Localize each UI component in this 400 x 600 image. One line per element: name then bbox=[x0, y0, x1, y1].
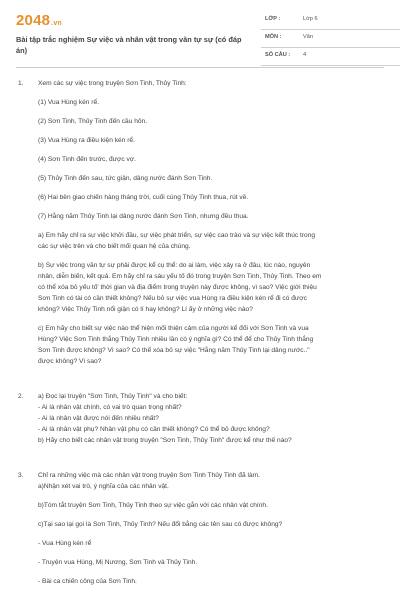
meta-value: Lớp 6 bbox=[303, 16, 318, 22]
site-logo[interactable] bbox=[16, 12, 62, 29]
event-item: (1) Vua Hùng kén rể. bbox=[38, 99, 99, 106]
logo-tld: .vn bbox=[51, 20, 62, 27]
part-line: không? Việc Thủy Tinh nổi giận có lí hay không? Lí ấy ở những việc nào? bbox=[38, 306, 253, 313]
question-list bbox=[16, 78, 384, 587]
event-item: (5) Thủy Tinh đến sau, tức giận, dâng nước đánh Sơn Tinh. bbox=[38, 175, 213, 182]
question-1 bbox=[16, 78, 384, 367]
question-3 bbox=[16, 470, 384, 587]
question-number: 3. bbox=[18, 472, 24, 479]
question-line: a)Nhận xét vai trò, ý nghĩa của các nhân vật. bbox=[38, 483, 169, 490]
meta-row-grade bbox=[261, 12, 400, 30]
part-line: có thể xóa bỏ yếu tố' thời gian và địa điểm trong truyện này được không, vì sao? Việc giới thiệu bbox=[38, 284, 317, 291]
event-item: (3) Vua Hùng ra điều kiện kén rể. bbox=[38, 137, 135, 144]
question-line: - Ai là nhân vật chính, có vai trò quan trọng nhất? bbox=[38, 404, 182, 411]
meta-label: LỚP : bbox=[265, 16, 281, 22]
meta-table bbox=[261, 12, 400, 66]
page-title: Bài tập trắc nghiệm Sự việc và nhân vật trong văn tự sự (có đáp án) bbox=[16, 35, 242, 55]
question-line: Chỉ ra những việc mà các nhân vật trong truyện Sơn Tinh Thủy Tinh đã làm. bbox=[38, 472, 260, 479]
question-line: - Bài ca chiến công của Sơn Tinh. bbox=[38, 578, 137, 585]
header bbox=[16, 12, 384, 72]
meta-label: MÔN : bbox=[265, 34, 282, 40]
question-part-c bbox=[38, 323, 384, 367]
question-part-b bbox=[38, 260, 384, 315]
question-number: 2. bbox=[18, 393, 24, 400]
meta-value: 4 bbox=[303, 52, 307, 58]
question-number: 1. bbox=[18, 80, 24, 87]
question-line: - Ai là nhân vật được nói đến nhiều nhất? bbox=[38, 415, 159, 422]
part-line: c) Em hãy cho biết sự việc nào thể hiện mối thiện cảm của người kể đối với Sơn Tinh và vua bbox=[38, 325, 309, 332]
question-prompt: Xem các sự việc trong truyện Sơn Tinh, Thủy Tinh: bbox=[38, 80, 187, 87]
meta-value: Văn bbox=[303, 34, 313, 40]
question-line: - Truyện vua Hùng, Mị Nương, Sơn Tinh và Thủy Tinh. bbox=[38, 559, 198, 566]
part-line: nhân, diễn biến, kết quả. Em hãy chỉ ra sáu yếu tố đó trong truyện Sơn Tinh, Thủy Tinh. Theo em bbox=[38, 273, 322, 280]
part-line: a) Em hãy chỉ ra sự việc khởi đầu, sự việc phát triển, sự việc cao trào và sự việc kết thúc trong bbox=[38, 232, 316, 239]
question-line: - Vua Hùng kén rể bbox=[38, 540, 92, 547]
part-line: được không? Vì sao? bbox=[38, 358, 102, 365]
question-line: b)Tóm tắt truyện Sơn Tinh, Thủy Tinh theo sự việc gắn với các nhân vật chính. bbox=[38, 502, 268, 509]
event-item: (7) Hằng năm Thủy Tinh lại dâng nước đánh Sơn Tinh, nhưng đều thua. bbox=[38, 213, 249, 220]
part-line: các sự việc trên và cho biết mối quan hệ của chúng. bbox=[38, 243, 191, 250]
event-item: (6) Hai bên giao chiến hàng tháng trời, cuối cùng Thủy Tinh thua, rút về. bbox=[38, 194, 249, 201]
event-item: (4) Sơn Tinh đến trước, được vợ. bbox=[38, 156, 136, 163]
part-line: Sơn Tinh được không? Vì sao? Có thể xóa bỏ sự việc "Hằng năm Thủy Tinh lại dâng nước.." bbox=[38, 347, 310, 354]
question-line: b) Hãy cho biết các nhân vật trong truyện "Sơn Tinh, Thủy Tinh" được kể như thế nào? bbox=[38, 437, 292, 444]
header-divider bbox=[16, 67, 384, 68]
part-line: b) Sự việc trong văn tự sự phải được kể cụ thể: do ai làm, việc xảy ra ở đâu, lúc nào, nguyên bbox=[38, 262, 311, 269]
meta-row-count bbox=[261, 48, 400, 66]
event-item: (2) Sơn Tinh, Thủy Tinh đến cầu hôn. bbox=[38, 118, 148, 125]
part-line: Sơn Tinh có tài có cần thiết không? Nếu bỏ sự việc vua Hùng ra điều kiện kén rể đi có được bbox=[38, 295, 307, 302]
meta-row-subject bbox=[261, 30, 400, 48]
question-part-a bbox=[38, 230, 384, 252]
question-line: - Ai là nhân vật phụ? Nhân vật phụ có cần thiết không? Có thể bỏ được không? bbox=[38, 426, 270, 433]
question-line: a) Đọc lại truyện "Sơn Tinh, Thủy Tinh" và cho biết: bbox=[38, 393, 188, 400]
logo-main: 2048 bbox=[16, 12, 51, 29]
question-2 bbox=[16, 391, 384, 446]
part-line: Hùng? Việc Sơn Tinh thắng Thủy Tinh nhiều lần có ý nghĩa gì? Có thể để cho Thủy Tinh thắng bbox=[38, 336, 314, 343]
meta-label: SỐ CÂU : bbox=[265, 52, 291, 58]
question-line: c)Tại sao lại gọi là Sơn Tinh, Thủy Tinh? Nếu đổi bằng các tên sau có được không? bbox=[38, 521, 283, 528]
